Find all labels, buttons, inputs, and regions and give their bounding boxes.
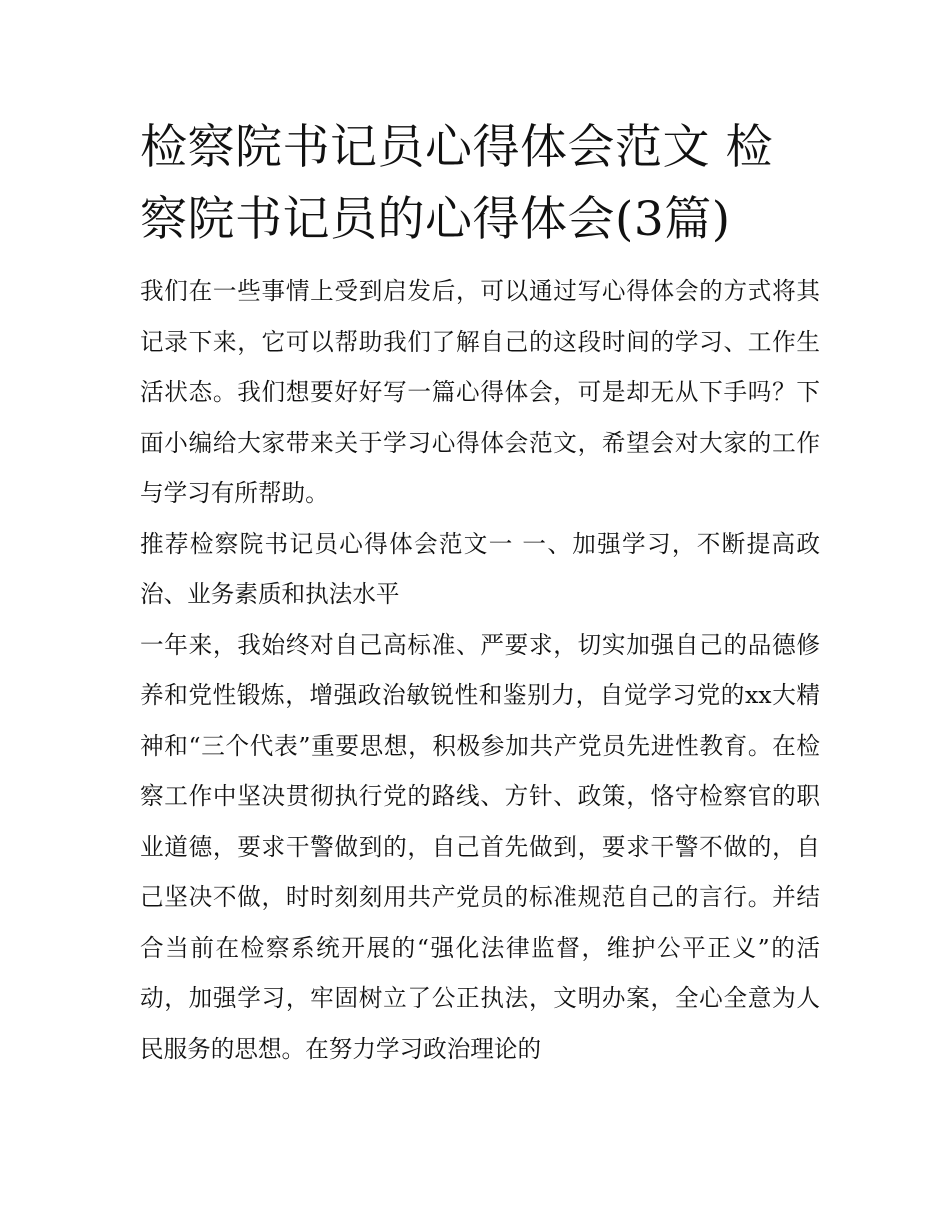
document-title: 检察院书记员心得体会范文 检察院书记员的心得体会(3篇) — [140, 120, 773, 247]
document-body — [140, 112, 820, 1074]
intro-paragraph: 我们在一些事情上受到启发后，可以通过写心得体会的方式将其记录下来，它可以帮助我们了解自己的这段时间的学习、工作生活状态。我们想要好好写一篇心得体会，可是却无从下手吗？下面小编给大家带来关于学习心得体会范文，希望会对大家的工作与学习有所帮助。 — [140, 277, 820, 507]
body-paragraph: 一年来，我始终对自己高标准、严要求，切实加强自己的品德修养和党性锻炼，增强政治敏锐性和鉴别力，自觉学习党的xx大精神和“三个代表”重要思想，积极参加共产党员先进性教育。在检察工作中坚决贯彻执行党的路线、方针、政策，恪守检察官的职业道德，要求干警做到的，自己首先做到，要求干警不做的，自己坚决不做，时时刻刻用共产党员的标准规范自己的言行。并结合当前在检察系统开展的“强化法律监督，维护公平正义”的活动，加强学习，牢固树立了公正执法，文明办案，全心全意为人民服务的思想。在努力学习政治理论的 — [140, 630, 820, 1063]
section-heading-paragraph: 推荐检察院书记员心得体会范文一 一、加强学习，不断提高政治、业务素质和执法水平 — [140, 529, 820, 608]
